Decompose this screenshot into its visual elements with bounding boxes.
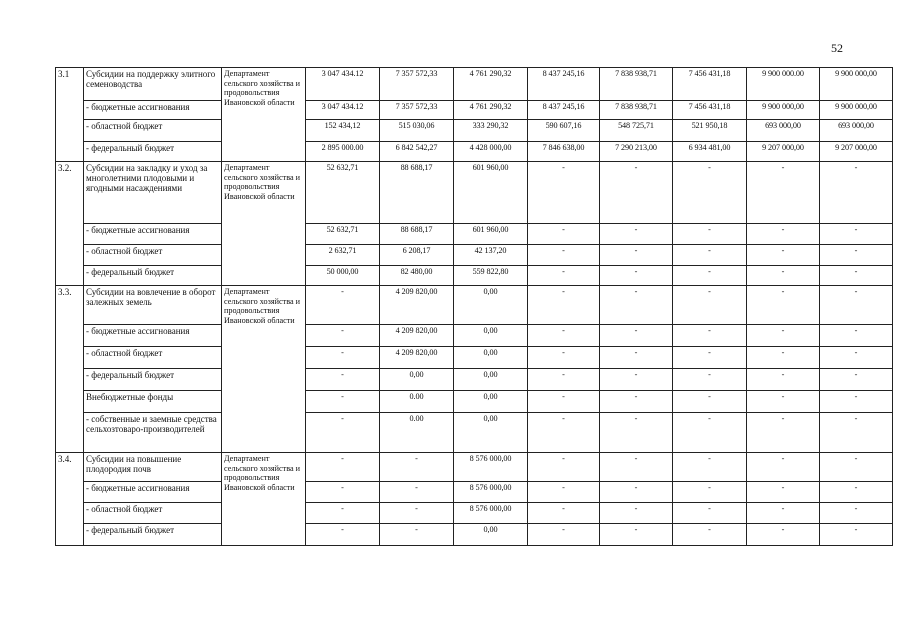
amount-cell: - — [747, 482, 820, 503]
budget-table — [55, 67, 893, 546]
amount-cell: - — [306, 503, 380, 524]
amount-cell: - — [600, 224, 673, 245]
amount-cell: 0,00 — [454, 325, 528, 347]
amount-cell: - — [747, 391, 820, 413]
funding-source-label: - федеральный бюджет — [84, 266, 222, 286]
amount-cell: - — [673, 325, 747, 347]
amount-cell: - — [747, 369, 820, 391]
amount-cell: - — [673, 503, 747, 524]
amount-cell: - — [600, 325, 673, 347]
amount-cell: 521 950,18 — [673, 120, 747, 142]
measure-title: Субсидии на поддержку элитного семеноводства — [84, 68, 222, 101]
amount-cell: - — [600, 503, 673, 524]
amount-cell: - — [820, 224, 893, 245]
amount-cell: - — [306, 453, 380, 482]
amount-cell: - — [380, 524, 454, 546]
amount-cell: 6 934 481,00 — [673, 142, 747, 162]
amount-cell: - — [673, 347, 747, 369]
amount-cell: 3 047 434.12 — [306, 101, 380, 120]
amount-cell: - — [820, 413, 893, 453]
amount-cell: - — [600, 245, 673, 266]
table-row — [56, 224, 893, 245]
funding-source-label: - бюджетные ассигнования — [84, 224, 222, 245]
amount-cell: 601 960,00 — [454, 162, 528, 224]
amount-cell: 0,00 — [380, 369, 454, 391]
amount-cell: 9 207 000,00 — [820, 142, 893, 162]
amount-cell: - — [528, 413, 600, 453]
amount-cell: 4 761 290,32 — [454, 101, 528, 120]
amount-cell: 8 437 245,16 — [528, 101, 600, 120]
amount-cell: 3 047 434.12 — [306, 68, 380, 101]
table-row — [56, 325, 893, 347]
amount-cell: - — [528, 245, 600, 266]
table-row — [56, 391, 893, 413]
funding-source-label: - областной бюджет — [84, 503, 222, 524]
funding-source-label: - областной бюджет — [84, 245, 222, 266]
amount-cell: - — [600, 482, 673, 503]
amount-cell: 0,00 — [454, 524, 528, 546]
amount-cell: 7 838 938,71 — [600, 68, 673, 101]
amount-cell: 9 900 000.00 — [747, 68, 820, 101]
amount-cell: - — [306, 482, 380, 503]
amount-cell: - — [380, 482, 454, 503]
amount-cell: 42 137,20 — [454, 245, 528, 266]
amount-cell: 693 000,00 — [747, 120, 820, 142]
amount-cell: 0,00 — [454, 369, 528, 391]
amount-cell: - — [528, 391, 600, 413]
amount-cell: - — [528, 369, 600, 391]
amount-cell: 333 290,32 — [454, 120, 528, 142]
amount-cell: - — [747, 224, 820, 245]
amount-cell: - — [820, 524, 893, 546]
table-row — [56, 524, 893, 546]
amount-cell: 8 576 000,00 — [454, 503, 528, 524]
amount-cell: 4 761 290,32 — [454, 68, 528, 101]
funding-source-label: - бюджетные ассигнования — [84, 325, 222, 347]
amount-cell: - — [747, 347, 820, 369]
amount-cell: - — [673, 162, 747, 224]
amount-cell: 6 208,17 — [380, 245, 454, 266]
amount-cell: - — [600, 266, 673, 286]
amount-cell: - — [747, 453, 820, 482]
amount-cell: - — [528, 453, 600, 482]
amount-cell: - — [600, 413, 673, 453]
funding-source-label: - бюджетные ассигнования — [84, 482, 222, 503]
amount-cell: 590 607,16 — [528, 120, 600, 142]
amount-cell: - — [306, 524, 380, 546]
amount-cell: - — [673, 245, 747, 266]
amount-cell: - — [820, 162, 893, 224]
amount-cell: 9 900 000,00 — [747, 101, 820, 120]
measure-title: Субсидии на повышение плодородия почв — [84, 453, 222, 482]
amount-cell: 7 838 938,71 — [600, 101, 673, 120]
amount-cell: 0,00 — [454, 413, 528, 453]
amount-cell: - — [600, 347, 673, 369]
amount-cell: - — [306, 391, 380, 413]
amount-cell: - — [820, 503, 893, 524]
amount-cell: - — [600, 453, 673, 482]
amount-cell: 9 900 000,00 — [820, 68, 893, 101]
amount-cell: - — [306, 325, 380, 347]
amount-cell: 8 576 000,00 — [454, 453, 528, 482]
amount-cell: - — [528, 503, 600, 524]
funding-source-label: - федеральный бюджет — [84, 524, 222, 546]
amount-cell: 82 480,00 — [380, 266, 454, 286]
table-row — [56, 68, 893, 101]
amount-cell: 4 209 820,00 — [380, 325, 454, 347]
amount-cell: - — [820, 266, 893, 286]
amount-cell: 52 632,71 — [306, 162, 380, 224]
amount-cell: 2 895 000.00 — [306, 142, 380, 162]
amount-cell: - — [600, 162, 673, 224]
measure-title: Субсидии на вовлечение в оборот залежных земель — [84, 286, 222, 325]
amount-cell: - — [747, 325, 820, 347]
amount-cell: 0,00 — [454, 347, 528, 369]
amount-cell: - — [747, 524, 820, 546]
amount-cell: - — [747, 245, 820, 266]
table-row — [56, 245, 893, 266]
amount-cell: 0,00 — [454, 286, 528, 325]
amount-cell: - — [820, 286, 893, 325]
table-row — [56, 369, 893, 391]
amount-cell: 693 000,00 — [820, 120, 893, 142]
responsible-department: Департамент сельского хозяйства и продовольствия Ивановской области — [222, 68, 306, 162]
section-number: 3.4. — [56, 453, 84, 546]
amount-cell: 7 290 213,00 — [600, 142, 673, 162]
amount-cell: 7 846 638,00 — [528, 142, 600, 162]
table-row — [56, 453, 893, 482]
amount-cell: - — [747, 162, 820, 224]
amount-cell: 515 030,06 — [380, 120, 454, 142]
table-row — [56, 482, 893, 503]
funding-source-label: - федеральный бюджет — [84, 369, 222, 391]
amount-cell: 9 207 000,00 — [747, 142, 820, 162]
amount-cell: 4 428 000,00 — [454, 142, 528, 162]
table-row — [56, 266, 893, 286]
amount-cell: - — [306, 286, 380, 325]
amount-cell: 7 357 572,33 — [380, 101, 454, 120]
table-row — [56, 162, 893, 224]
amount-cell: 52 632,71 — [306, 224, 380, 245]
amount-cell: - — [747, 503, 820, 524]
amount-cell: - — [673, 369, 747, 391]
amount-cell: 0.00 — [380, 391, 454, 413]
amount-cell: - — [820, 453, 893, 482]
measure-title: Субсидии на закладку и уход за многолетними плодовыми и ягодными насаждениями — [84, 162, 222, 224]
amount-cell: - — [306, 347, 380, 369]
amount-cell: 4 209 820,00 — [380, 286, 454, 325]
responsible-department: Департамент сельского хозяйства и продовольствия Ивановской области — [222, 453, 306, 546]
amount-cell: - — [820, 482, 893, 503]
amount-cell: - — [820, 325, 893, 347]
table-row — [56, 120, 893, 142]
amount-cell: 7 456 431,18 — [673, 101, 747, 120]
amount-cell: - — [528, 266, 600, 286]
amount-cell: - — [528, 224, 600, 245]
amount-cell: 9 900 000,00 — [820, 101, 893, 120]
amount-cell: - — [673, 266, 747, 286]
amount-cell: - — [673, 391, 747, 413]
amount-cell: 88 688,17 — [380, 162, 454, 224]
amount-cell: - — [747, 413, 820, 453]
amount-cell: - — [600, 286, 673, 325]
amount-cell: - — [820, 245, 893, 266]
table-row — [56, 347, 893, 369]
amount-cell: - — [673, 453, 747, 482]
amount-cell: 0.00 — [380, 413, 454, 453]
amount-cell: 8 437 245,16 — [528, 68, 600, 101]
table-row — [56, 413, 893, 453]
funding-source-label: - бюджетные ассигнования — [84, 101, 222, 120]
amount-cell: 88 688,17 — [380, 224, 454, 245]
amount-cell: - — [600, 369, 673, 391]
section-number: 3.3. — [56, 286, 84, 453]
table-row — [56, 286, 893, 325]
amount-cell: - — [380, 503, 454, 524]
table-body — [56, 68, 893, 546]
table-row — [56, 503, 893, 524]
amount-cell: - — [306, 369, 380, 391]
amount-cell: 0,00 — [454, 391, 528, 413]
amount-cell: 601 960,00 — [454, 224, 528, 245]
amount-cell: - — [600, 524, 673, 546]
table-row — [56, 101, 893, 120]
amount-cell: - — [747, 266, 820, 286]
funding-source-label: - собственные и заемные средства сельхозтоваро-производителей — [84, 413, 222, 453]
amount-cell: - — [747, 286, 820, 325]
funding-source-label: - областной бюджет — [84, 120, 222, 142]
amount-cell: 8 576 000,00 — [454, 482, 528, 503]
amount-cell: - — [673, 482, 747, 503]
amount-cell: - — [528, 325, 600, 347]
amount-cell: 559 822,80 — [454, 266, 528, 286]
funding-source-label: - федеральный бюджет — [84, 142, 222, 162]
amount-cell: - — [820, 391, 893, 413]
amount-cell: 6 842 542,27 — [380, 142, 454, 162]
section-number: 3.1 — [56, 68, 84, 162]
amount-cell: - — [673, 286, 747, 325]
amount-cell: 4 209 820,00 — [380, 347, 454, 369]
amount-cell: - — [528, 524, 600, 546]
funding-source-label: Внебюджетные фонды — [84, 391, 222, 413]
amount-cell: 152 434,12 — [306, 120, 380, 142]
amount-cell: - — [528, 286, 600, 325]
amount-cell: - — [380, 453, 454, 482]
amount-cell: 2 632,71 — [306, 245, 380, 266]
amount-cell: 50 000,00 — [306, 266, 380, 286]
amount-cell: 7 456 431,18 — [673, 68, 747, 101]
amount-cell: - — [528, 162, 600, 224]
amount-cell: - — [528, 482, 600, 503]
responsible-department: Департамент сельского хозяйства и продовольствия Ивановской области — [222, 286, 306, 453]
amount-cell: - — [820, 347, 893, 369]
responsible-department: Департамент сельского хозяйства и продовольствия Ивановской области — [222, 162, 306, 286]
amount-cell: 7 357 572,33 — [380, 68, 454, 101]
amount-cell: - — [306, 413, 380, 453]
funding-source-label: - областной бюджет — [84, 347, 222, 369]
amount-cell: - — [673, 524, 747, 546]
table-row — [56, 142, 893, 162]
amount-cell: - — [528, 347, 600, 369]
section-number: 3.2. — [56, 162, 84, 286]
amount-cell: - — [673, 413, 747, 453]
amount-cell: 548 725,71 — [600, 120, 673, 142]
amount-cell: - — [600, 391, 673, 413]
amount-cell: - — [673, 224, 747, 245]
amount-cell: - — [820, 369, 893, 391]
page-number: 52 — [831, 41, 843, 55]
